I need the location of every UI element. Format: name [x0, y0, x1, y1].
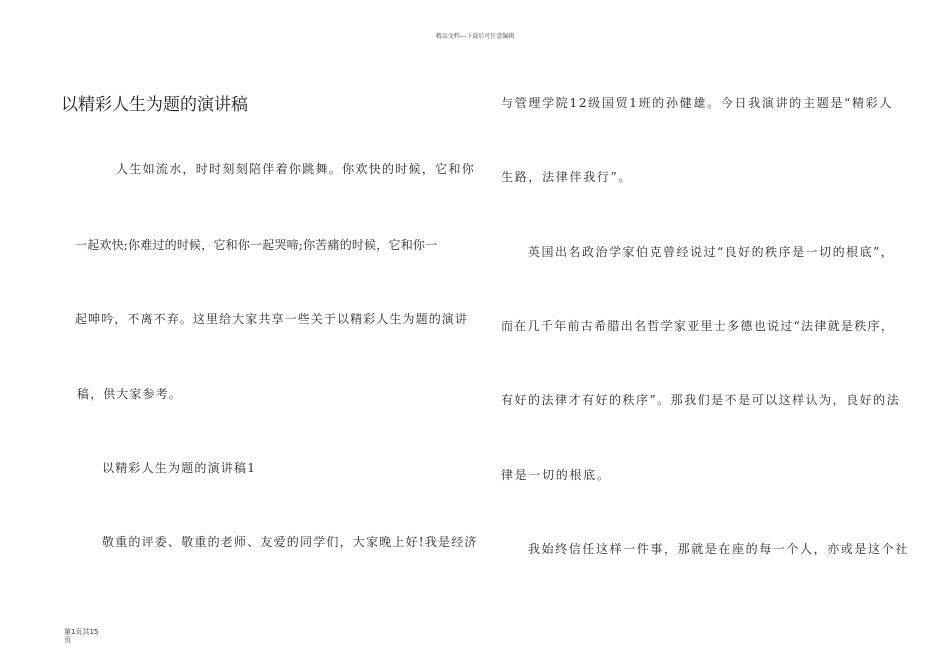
left-paragraph-1-line-3: 起呻吟，不离不弃。这里给大家共享一些关于以精彩人生为题的演讲	[75, 312, 469, 326]
page-number-line-1: 第1页共15	[64, 628, 99, 636]
left-paragraph-1-line-2: 一起欢快;你难过的时候，它和你一起哭啼;你苦痛的时候，它和你一	[75, 238, 438, 252]
right-paragraph-3-line-1: 我始终信任这样一件事，那就是在座的每一个人，亦或是这个社	[528, 542, 909, 556]
section-heading: 以精彩人生为题的演讲稿1	[102, 461, 257, 475]
page-number-footer	[64, 628, 98, 644]
right-paragraph-2-line-1: 英国出名政治学家伯克曾经说过“良好的秩序是一切的根底”，	[528, 245, 895, 259]
document-title: 以精彩人生为题的演讲稿	[61, 95, 248, 115]
right-paragraph-1-line-1: 与管理学院12级国贸1班的孙健雄。今日我演讲的主题是“精彩人	[501, 96, 894, 110]
page-number-line-2: 页	[64, 636, 71, 644]
page-header: 精品文档---下载后可任意编辑	[435, 33, 515, 40]
right-paragraph-2-line-3: 有好的法律才有好的秩序”。那我们是不是可以这样认为，良好的法	[501, 393, 901, 407]
left-paragraph-1-line-1: 人生如流水，时时刻刻陪伴着你跳舞。你欢快的时候，它和你	[116, 162, 476, 176]
left-paragraph-2-line-1: 敬重的评委、敬重的老师、友爱的同学们，大家晚上好!我是经济	[102, 535, 478, 549]
right-paragraph-2-line-2: 而在几千年前古希腊出名哲学家亚里士多德也说过“法律就是秩序，	[501, 319, 895, 333]
left-paragraph-1-line-4: 稿，供大家参考。	[77, 387, 182, 401]
right-paragraph-1-line-2: 生路，法律伴我行”。	[501, 170, 633, 184]
right-paragraph-2-line-4: 律是一切的根底。	[501, 468, 611, 482]
